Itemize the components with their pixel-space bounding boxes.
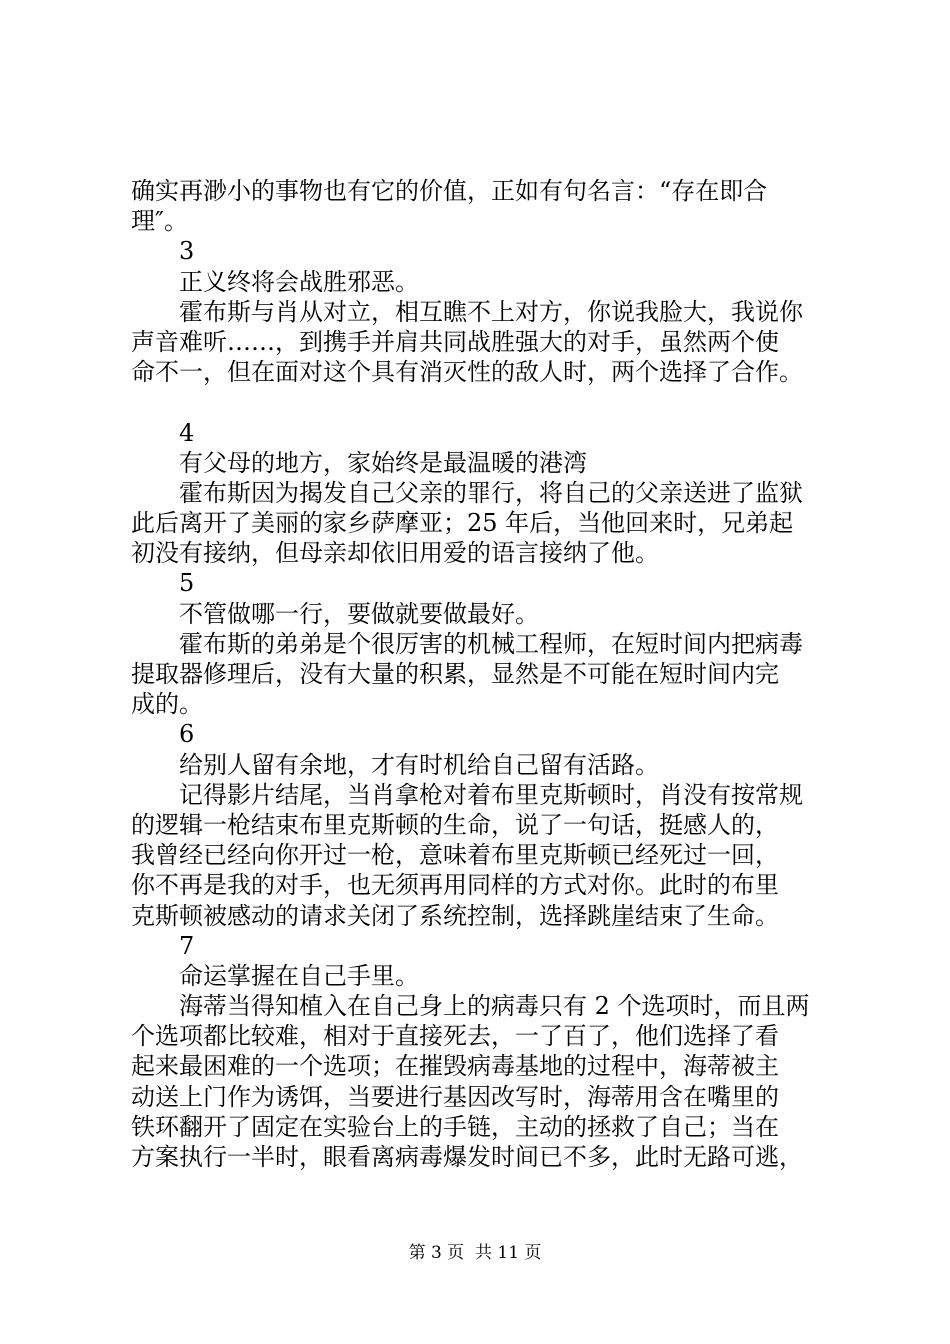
text-line: 你不再是我的对手，也无须再用同样的方式对你。此时的布里 <box>131 871 779 900</box>
page-number-label: 第 3 页 共 11 页 <box>408 1243 542 1263</box>
section-heading: 给别人留有余地，才有时机给自己留有活路。 <box>179 750 659 779</box>
text-line: 确实再渺小的事物也有它的价值，正如有句名言：“存在即合 <box>131 177 768 205</box>
text-line: 的逻辑一枪结束布里克斯顿的生命，说了一句话，挺感人的， <box>131 810 779 839</box>
text-line: 初没有接纳，但母亲却依旧用爱的语言接纳了他。 <box>131 539 659 568</box>
page-footer <box>0 1242 950 1264</box>
text-line: 克斯顿被感动的请求关闭了系统控制，选择跳崖结束了生命。 <box>131 901 779 930</box>
paragraph-first-line: 霍布斯因为揭发自己父亲的罪行，将自己的父亲送进了监狱 <box>179 478 803 507</box>
blank-line <box>131 387 831 417</box>
document-body <box>131 176 831 1172</box>
section-heading: 有父母的地方，家始终是最温暖的港湾 <box>179 448 587 477</box>
text-line: 铁环翻开了固定在实验台上的手链，主动的拯救了自己；当在 <box>131 1112 779 1141</box>
paragraph-first-line: 海蒂当得知植入在自己身上的病毒只有 2 个选项时，而且两 <box>179 992 810 1021</box>
text-line: 方案执行一半时，眼看离病毒爆发时间已不多，此时无路可逃， <box>131 1143 803 1171</box>
text-line: 我曾经已经向你开过一枪，意味着布里克斯顿已经死过一回， <box>131 841 779 870</box>
text-line: 个选项都比较难，相对于直接死去，一了百了，他们选择了看 <box>131 1022 779 1051</box>
paragraph-first-line: 霍布斯与肖从对立，相互瞧不上对方，你说我脸大，我说你 <box>179 297 803 326</box>
paragraph-first-line: 霍布斯的弟弟是个很厉害的机械工程师，在短时间内把病毒 <box>179 629 803 658</box>
text-line: 起来最困难的一个选项；在摧毁病毒基地的过程中，海蒂被主 <box>131 1052 779 1081</box>
paragraph-first-line: 记得影片结尾，当肖拿枪对着布里克斯顿时，肖没有按常规 <box>179 780 803 809</box>
section-number: 7 <box>179 931 195 960</box>
section-number: 4 <box>179 418 195 447</box>
text-line: 命不一，但在面对这个具有消灭性的敌人时，两个选择了合作。 <box>131 358 803 387</box>
text-line: 此后离开了美丽的家乡萨摩亚；25 年后，当他回来时，兄弟起 <box>131 509 794 538</box>
text-line: 提取器修理后，没有大量的积累，显然是不可能在短时间内完 <box>131 660 779 688</box>
text-line: 理″。 <box>131 207 188 236</box>
text-line: 声音难听……，到携手并肩共同战胜强大的对手，虽然两个使 <box>131 327 779 356</box>
section-heading: 正义终将会战胜邪恶。 <box>179 267 419 296</box>
section-number: 5 <box>179 569 195 598</box>
section-heading: 不管做哪一行，要做就要做最好。 <box>179 599 539 628</box>
section-number: 3 <box>179 237 195 266</box>
section-number: 6 <box>179 720 195 749</box>
text-line: 成的。 <box>131 690 203 719</box>
section-heading: 命运掌握在自己手里。 <box>179 961 419 990</box>
text-line: 动送上门作为诱饵，当要进行基因改写时，海蒂用含在嘴里的 <box>131 1082 779 1111</box>
